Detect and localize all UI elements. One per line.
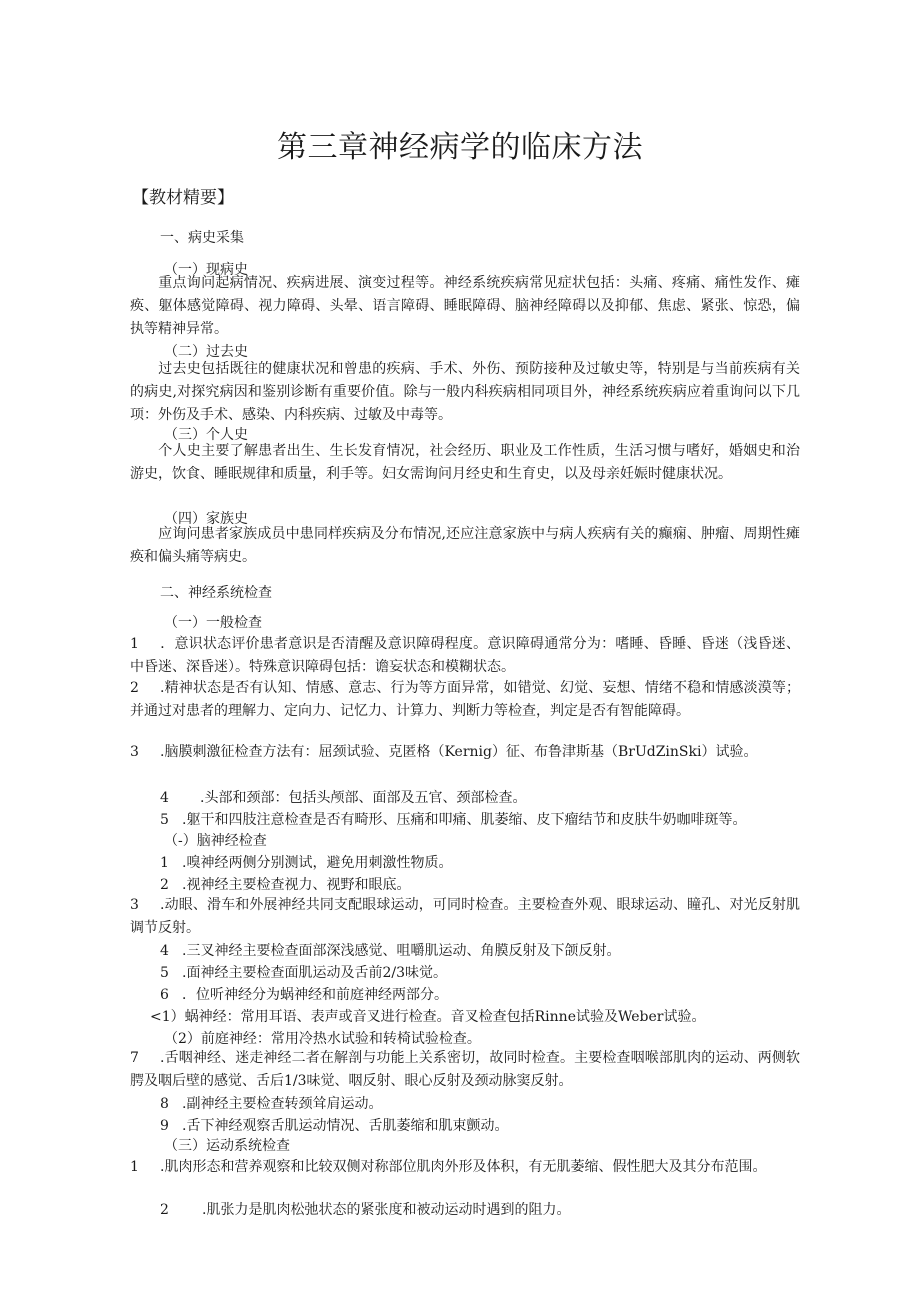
paragraph-personal-history: 个人史主要了解患者出生、生长发育情况，社会经历、职业及工作性质，生活习惯与嗜好，婚姻史和治游史，饮食、睡眠规律和质量，利手等。妇女需询问月经史和生育史，以及母亲妊娠时健康状况。 (130, 443, 800, 482)
heading-cranial-nerve-exam: （-）脑神经检查 (164, 833, 267, 849)
list-item: 1 ．意识状态评价患者意识是否清醒及意识障碍程度。意识障碍通常分为：嗜睡、昏睡、昏迷（浅昏迷、中昏迷、深昏迷）。特殊意识障碍包括：谵妄状态和模糊状态。 (130, 636, 800, 675)
heading-general-exam: （一）一般检查 (164, 615, 262, 631)
paragraph-past-history: 过去史包括既往的健康状况和曾患的疾病、手术、外伤、预防接种及过敏史等，特别是与当前疾病有关的病史,对探究病因和鉴别诊断有重要价值。除与一般内科疾病相同项目外，神经系统疾病应着重询问以下几项：外伤及手术、感染、内科疾病、过敏及中毒等。 (130, 361, 800, 423)
heading-personal-history: （三）个人史 (164, 427, 248, 443)
paragraph-family-history: 应询问患者家族成员中患同样疾病及分布情况,还应注意家族中与病人疾病有关的癫痫、肿瘤、周期性瘫痪和偏头痛等病史。 (130, 526, 800, 565)
list-item: 3 .动眼、滑车和外展神经共同支配眼球运动，可同时检查。主要检查外观、眼球运动、瞳孔、对光反射肌调节反射。 (130, 897, 800, 936)
heading-present-illness: （一）现病史 (164, 262, 248, 278)
sub-item-cochlear-nerve: <1）蜗神经：常用耳语、表声或音叉进行检查。音叉检查包括Rinne试验及Weber试验。 (150, 1009, 706, 1025)
list-item: 1 .嗅神经两侧分别测试，避免用刺激性物质。 (160, 855, 453, 871)
heading-motor-exam: （三）运动系统检查 (164, 1138, 290, 1154)
list-item: 2 .视神经主要检查视力、视野和眼底。 (160, 877, 411, 893)
paragraph-present-illness: 重点询问起病情况、疾病进展、演变过程等。神经系统疾病常见症状包括：头痛、疼痛、痛性发作、瘫痪、躯体感觉障碍、视力障碍、头晕、语言障碍、睡眠障碍、脑神经障碍以及抑郁、焦虑、紧张、惊恐，偏执等精神异常。 (130, 275, 800, 337)
list-item: 8 .副神经主要检查转颈耸肩运动。 (160, 1096, 383, 1112)
heading-neuro-exam: 二、神经系统检查 (160, 585, 272, 601)
list-item: 7 .舌咽神经、迷走神经二者在解剖与功能上关系密切，故同时检查。主要检查咽喉部肌肉的运动、两侧软腭及咽后壁的感觉、舌后1/3味觉、咽反射、眼心反射及颈动脉窦反射。 (130, 1050, 800, 1089)
section-heading-key-points: 【教材精要】 (132, 188, 234, 208)
list-item: 9 .舌下神经观察舌肌运动情况、舌肌萎缩和肌束颤动。 (160, 1118, 509, 1134)
chapter-title: 第三章神经病学的临床方法 (277, 130, 643, 165)
list-item: 6 ．位听神经分为蜗神经和前庭神经两部分。 (160, 987, 448, 1003)
list-item: 5 .面神经主要检查面肌运动及舌前2/3味觉。 (160, 965, 447, 981)
list-item: 1 .肌肉形态和营养观察和比较双侧对称部位肌肉外形及体积，有无肌萎缩、假性肥大及其分布范围。 (130, 1159, 767, 1175)
heading-family-history: （四）家族史 (164, 511, 248, 527)
list-item: 4 .三叉神经主要检查面部深浅感觉、咀嚼肌运动、角膜反射及下颌反射。 (160, 943, 621, 959)
list-item: 5 .躯干和四肢注意检查是否有畸形、压痛和叩痛、肌萎缩、皮下瘤结节和皮肤牛奶咖啡斑等。 (160, 812, 747, 828)
sub-item-vestibular-nerve: （2）前庭神经：常用冷热水试验和转椅试验检查。 (164, 1031, 481, 1047)
list-item: 3 .脑膜刺激征检查方法有：屈颈试验、克匿格（Kernig）征、布鲁津斯基（BrUdZinSki）试验。 (130, 744, 758, 760)
list-item: 2 .肌张力是肌肉松弛状态的紧张度和被动运动时遇到的阻力。 (160, 1202, 571, 1218)
heading-history-taking: 一、病史采集 (160, 230, 244, 246)
heading-past-history: （二）过去史 (164, 344, 248, 360)
list-item: 4 .头部和颈部：包括头颅部、面部及五官、颈部检查。 (160, 790, 527, 806)
list-item: 2 .精神状态是否有认知、情感、意志、行为等方面异常，如错觉、幻觉、妄想、情绪不稳和情感淡漠等；并通过对患者的理解力、定向力、记忆力、计算力、判断力等检查，判定是否有智能障碍。 (130, 680, 800, 719)
